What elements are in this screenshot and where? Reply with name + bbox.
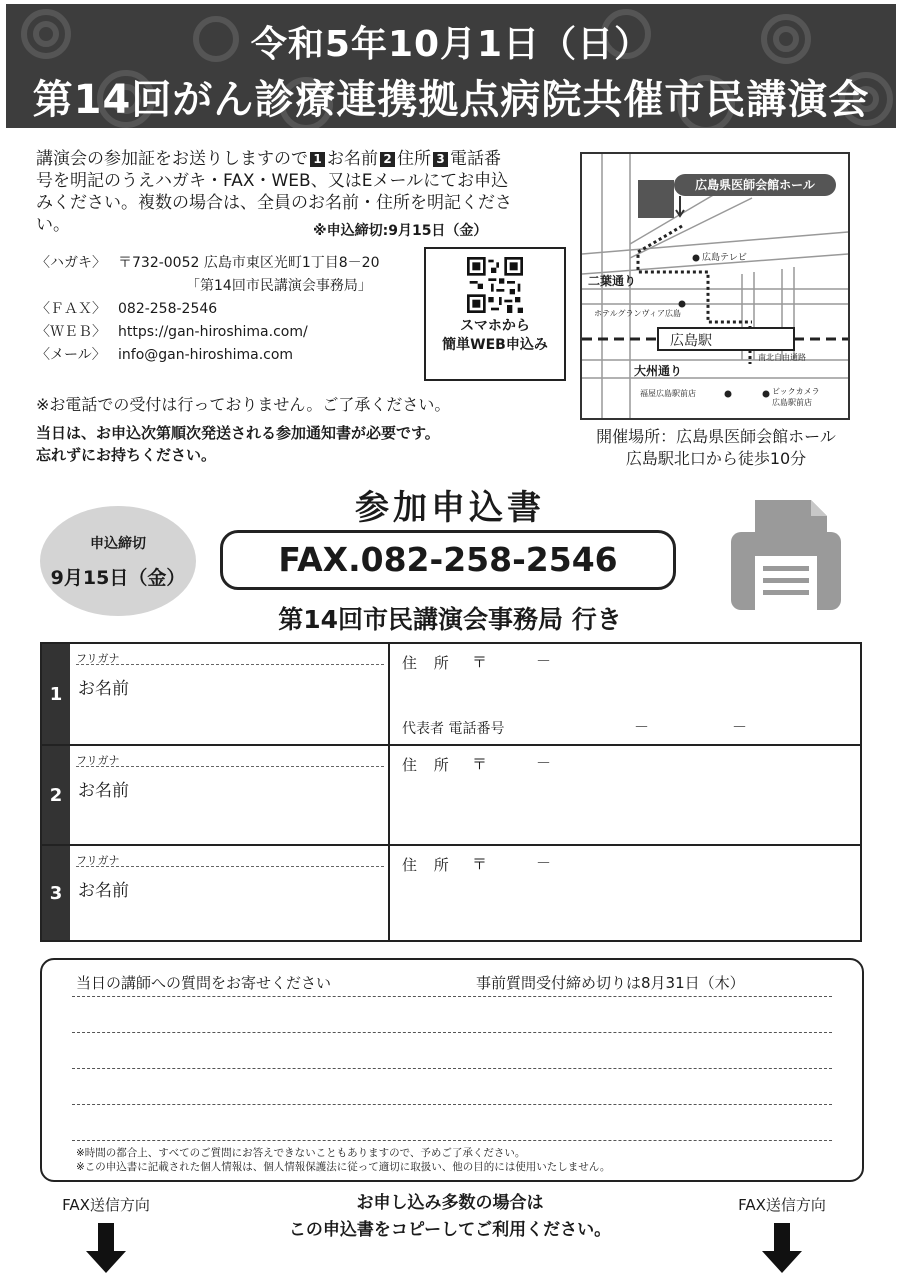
- number-box-2: 2: [380, 152, 395, 167]
- copy-note-line-2: この申込書をコピーしてご利用ください。: [288, 1220, 612, 1240]
- mail-link[interactable]: info@gan-hiroshima.com: [118, 347, 294, 363]
- deadline-badge-label: 申込締切: [90, 536, 146, 552]
- phone-dash: －: [732, 718, 748, 736]
- postal-dash: －: [536, 652, 552, 670]
- arrow-down-icon: [760, 1223, 804, 1275]
- map-oosu-label: 大州通り: [634, 364, 683, 378]
- question-line[interactable]: [72, 996, 832, 997]
- qr-code-icon: [467, 257, 523, 313]
- postcard-address: 〒732-0052 広島市東区光町1丁目8－20: [118, 255, 380, 271]
- mail-label: 〈メール〉: [36, 347, 106, 363]
- map-passage-label: 南北自由通路: [758, 353, 806, 362]
- question-note-1: ※時間の都合上、すべてのご質問にお答えできないこともありますので、予めご了承ください。: [76, 1147, 526, 1159]
- map-station-label: 広島駅: [670, 333, 712, 349]
- postcard-label: 〈ハガキ〉: [36, 255, 106, 271]
- postal-mark: 〒: [472, 653, 488, 671]
- number-box-3: 3: [433, 152, 448, 167]
- name-label: お名前: [78, 881, 129, 901]
- fax-machine-icon: [727, 498, 845, 614]
- name-label: お名前: [78, 781, 129, 801]
- postal-mark: 〒: [472, 755, 488, 773]
- event-title: 第14回がん診療連携拠点病院共催市民講演会: [32, 77, 870, 123]
- furigana-label: フリガナ: [76, 754, 120, 767]
- question-deadline: 事前質問受付締め切りは8月31日（木）: [476, 974, 745, 992]
- map-bic-label-1: ビックカメラ: [772, 387, 820, 396]
- name-cell[interactable]: [70, 746, 390, 844]
- address-cell[interactable]: [390, 846, 860, 940]
- postal-dash: －: [536, 754, 552, 772]
- phone-note: ※お電話での受付は行っておりません。ご了承ください。: [36, 395, 451, 414]
- furigana-label: フリガナ: [76, 854, 120, 867]
- address-cell[interactable]: [390, 746, 860, 844]
- phone-label: 代表者 電話番号: [402, 721, 505, 737]
- furigana-field[interactable]: [76, 866, 384, 867]
- question-line[interactable]: [72, 1032, 832, 1033]
- address-cell[interactable]: [390, 644, 860, 744]
- web-link[interactable]: https://gan-hiroshima.com/: [118, 324, 308, 340]
- qr-caption-1: スマホから: [460, 318, 530, 334]
- name-label: お名前: [78, 679, 129, 699]
- fax-direction-label: FAX送信方向: [62, 1196, 150, 1214]
- deadline-note: ※申込締切:9月15日（金）: [313, 223, 488, 239]
- row-number: 2: [42, 746, 70, 844]
- question-line[interactable]: [72, 1104, 832, 1105]
- registration-row-2: [42, 744, 860, 844]
- map-hotel-label: ホテルグランヴィア広島: [594, 309, 681, 318]
- map-fukuya-label: 福屋広島駅前店: [640, 389, 696, 398]
- contact-mail: [36, 344, 379, 367]
- venue-caption: [578, 426, 854, 470]
- map-tv-label: 広島テレビ: [702, 253, 747, 263]
- question-notes: [76, 1146, 610, 1174]
- arrow-down-icon: [84, 1223, 128, 1275]
- contact-postcard: [36, 252, 379, 275]
- recipient-line: 第14回市民講演会事務局 行き: [278, 605, 622, 634]
- address-label: 住 所: [402, 654, 455, 672]
- furigana-field[interactable]: [76, 766, 384, 767]
- question-line[interactable]: [72, 1140, 832, 1141]
- address-label: 住 所: [402, 756, 455, 774]
- deadline-badge-date: 9月15日（金）: [50, 567, 186, 589]
- question-box: [40, 958, 864, 1182]
- header-banner: [6, 4, 896, 128]
- intro-part1: 講演会の参加証をお送りしますので: [36, 149, 308, 169]
- row-number: 1: [42, 644, 70, 744]
- notice-line-1: 当日は、お申込次第順次発送される参加通知書が必要です。: [36, 424, 440, 442]
- access-map: [580, 152, 850, 420]
- intro-part2: 電話番号を明記のうえハガキ・FAX・WEB、又はEメールにてお申込みください。複数の場合は、全員のお名前・住所を明記ください。: [36, 149, 512, 235]
- copy-note-line-1: お申し込み多数の場合は: [356, 1193, 544, 1213]
- fax-direction-right: [722, 1194, 842, 1279]
- fax-label: 〈ＦＡＸ〉: [36, 301, 106, 317]
- fax-direction-left: [46, 1194, 166, 1279]
- web-label: 〈ＷＥＢ〉: [36, 324, 106, 340]
- phone-dash: －: [634, 718, 650, 736]
- copy-note: [220, 1190, 680, 1244]
- registration-table: [40, 642, 862, 942]
- fax-value: 082-258-2546: [118, 301, 218, 317]
- postal-dash: －: [536, 854, 552, 872]
- postal-mark: 〒: [472, 855, 488, 873]
- notice-bold: [36, 422, 576, 466]
- name-cell[interactable]: [70, 644, 390, 744]
- registration-row-3: [42, 844, 860, 940]
- map-drawing: [582, 154, 848, 418]
- venue-building: [638, 180, 674, 218]
- contact-fax: [36, 298, 379, 321]
- fax-number-box: FAX.082-258-2546: [220, 530, 676, 590]
- map-venue-label: 広島県医師会館ホール: [695, 178, 815, 192]
- question-note-2: ※この申込書に記載された個人情報は、個人情報保護法に従って適切に取扱い、他の目的には使用いたしません。: [76, 1161, 611, 1173]
- postcard-office: 「第14回市民講演会事務局」: [186, 278, 372, 294]
- map-futaba-label: 二葉通り: [588, 274, 637, 288]
- venue-access: 広島駅北口から徒歩10分: [625, 449, 807, 468]
- map-bic-label-2: 広島駅前店: [772, 398, 812, 407]
- deadline-badge: [40, 506, 196, 616]
- qr-box[interactable]: [424, 247, 566, 381]
- question-heading: 当日の講師への質問をお寄せください: [76, 974, 332, 992]
- notice-line-2: 忘れずにお持ちください。: [36, 446, 217, 464]
- address-label: 住 所: [402, 856, 455, 874]
- question-line[interactable]: [72, 1068, 832, 1069]
- event-date: 令和5年10月1日（日）: [250, 24, 652, 65]
- fax-direction-label: FAX送信方向: [738, 1196, 826, 1214]
- furigana-field[interactable]: [76, 664, 384, 665]
- intro-item2: 住所: [397, 149, 431, 169]
- venue-location: 開催場所：広島県医師会館ホール: [596, 427, 836, 446]
- contact-postcard-2: [36, 275, 379, 298]
- furigana-label: フリガナ: [76, 652, 120, 665]
- row-number: 3: [42, 846, 70, 940]
- intro-item1: お名前: [327, 149, 378, 169]
- registration-row-1: [42, 644, 860, 744]
- name-cell[interactable]: [70, 846, 390, 940]
- number-box-1: 1: [310, 152, 325, 167]
- contact-web: [36, 321, 379, 344]
- qr-caption-2: 簡単WEB申込み: [442, 337, 548, 353]
- contact-list: [36, 252, 379, 367]
- form-title: 参加申込書: [355, 488, 545, 528]
